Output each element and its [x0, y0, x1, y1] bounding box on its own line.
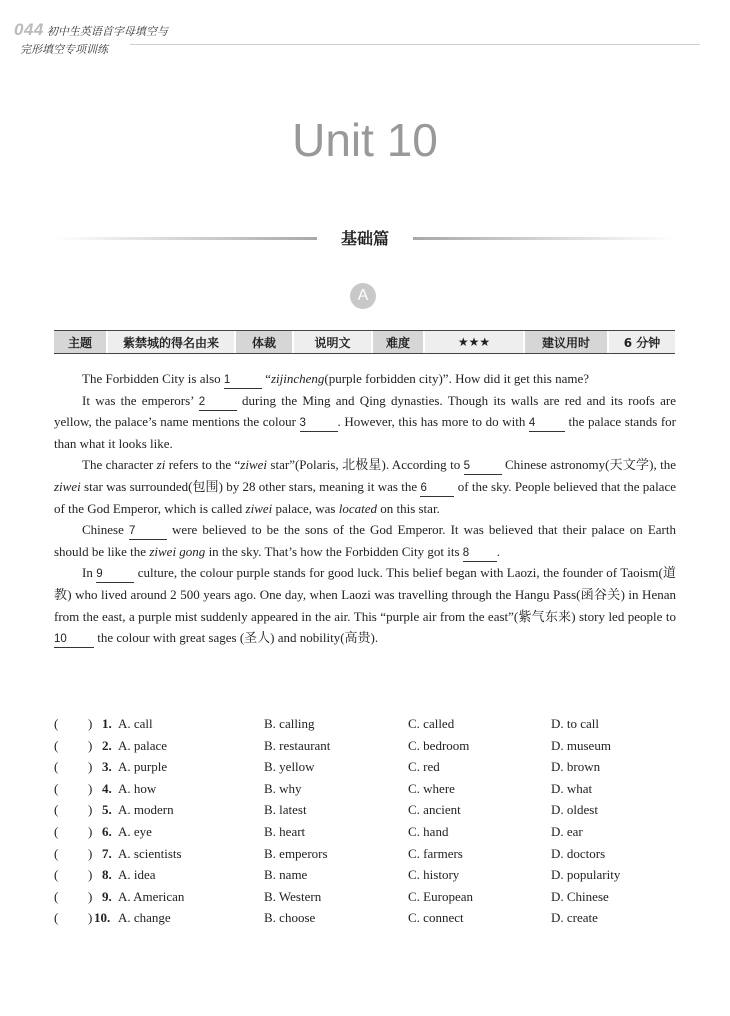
- text: In: [82, 565, 97, 581]
- question-number: 7.: [102, 845, 112, 861]
- italic-text: zi: [156, 457, 166, 473]
- italic-text: ziwei: [245, 500, 273, 516]
- option-a[interactable]: A. change: [118, 910, 171, 926]
- unit-title: Unit 10: [292, 114, 438, 166]
- answer-bracket-close: ): [88, 802, 93, 818]
- blank-6[interactable]: 6: [420, 481, 454, 497]
- reading-passage: [54, 368, 676, 649]
- option-a[interactable]: A. palace: [118, 737, 168, 753]
- section-heading: [55, 226, 675, 250]
- option-b[interactable]: B. restaurant: [264, 737, 331, 753]
- text: refers to the “: [165, 457, 241, 473]
- option-b[interactable]: B. name: [264, 867, 308, 883]
- option-row: [54, 864, 694, 886]
- text: . However, this has more to do with: [337, 414, 529, 430]
- answer-bracket-close: ): [88, 737, 93, 753]
- option-d[interactable]: D. Chinese: [551, 888, 609, 904]
- option-d[interactable]: D. what: [551, 780, 593, 796]
- question-number: 1.: [102, 716, 112, 731]
- option-a[interactable]: A. eye: [118, 823, 152, 839]
- answer-bracket-open[interactable]: (: [54, 716, 59, 731]
- option-d[interactable]: D. brown: [551, 759, 601, 775]
- text: in the sky. That’s how the Forbidden City got its: [205, 543, 463, 559]
- italic-text: ziwei: [240, 457, 268, 473]
- italic-text: located: [338, 500, 377, 516]
- answer-bracket-open[interactable]: (: [54, 845, 59, 861]
- answer-bracket-open[interactable]: (: [54, 759, 59, 775]
- text: It was the emperors’: [82, 392, 199, 408]
- question-number: 3.: [102, 759, 112, 775]
- option-a[interactable]: A. call: [118, 716, 153, 731]
- option-c[interactable]: C. hand: [408, 823, 449, 839]
- option-c[interactable]: C. ancient: [408, 802, 461, 818]
- option-row: [54, 778, 694, 800]
- blank-3[interactable]: 3: [300, 416, 338, 432]
- answer-bracket-open[interactable]: (: [54, 910, 59, 926]
- option-row: [54, 735, 694, 757]
- time-label: 建议用时: [523, 331, 607, 353]
- option-c[interactable]: C. history: [408, 867, 460, 883]
- book-title-line1: 初中生英语首字母填空与: [46, 26, 168, 38]
- blank-9[interactable]: 9: [96, 567, 134, 583]
- option-b[interactable]: B. heart: [264, 823, 306, 839]
- italic-text: zijincheng: [270, 371, 325, 386]
- question-number: 4.: [102, 780, 112, 796]
- paragraph-3: [54, 454, 676, 519]
- answer-bracket-close: ): [88, 823, 93, 839]
- blank-8[interactable]: 8: [463, 546, 497, 562]
- topic-value: 紫禁城的得名由来: [106, 331, 234, 353]
- option-d[interactable]: D. museum: [551, 737, 611, 753]
- answer-bracket-close: ): [88, 716, 93, 731]
- answer-bracket-open[interactable]: (: [54, 823, 59, 839]
- italic-text: ziwei: [54, 478, 81, 494]
- question-number: 9.: [102, 888, 112, 904]
- answer-bracket-open[interactable]: (: [54, 780, 59, 796]
- answer-bracket-open[interactable]: (: [54, 737, 59, 753]
- text: The character: [82, 457, 157, 473]
- blank-2[interactable]: 2: [199, 395, 237, 411]
- text: star was surrounded(包围) by 28 other stars, meaning it was the: [80, 478, 421, 494]
- option-row: [54, 843, 694, 865]
- option-b[interactable]: B. Western: [264, 888, 322, 904]
- time-value: 6 分钟: [607, 331, 675, 353]
- text: (purple forbidden city)”. How did it get this name?: [324, 371, 590, 386]
- option-row: [54, 907, 694, 929]
- option-d[interactable]: D. to call: [551, 716, 600, 731]
- answer-bracket-open[interactable]: (: [54, 888, 59, 904]
- question-number: 5.: [102, 802, 112, 818]
- text: Chinese astronomy(天文学), the: [501, 457, 676, 473]
- option-c[interactable]: C. connect: [408, 910, 464, 926]
- option-c[interactable]: C. farmers: [408, 845, 463, 861]
- text: .: [496, 543, 501, 559]
- option-a[interactable]: A. scientists: [118, 845, 182, 861]
- option-c[interactable]: C. bedroom: [408, 737, 470, 753]
- text: Chinese: [82, 522, 129, 538]
- text: palace, was: [272, 500, 339, 516]
- blank-1[interactable]: 1: [224, 373, 262, 389]
- option-b[interactable]: B. choose: [264, 910, 316, 926]
- option-d[interactable]: D. popularity: [551, 867, 621, 883]
- info-bar: [54, 330, 675, 354]
- question-number: 2.: [102, 737, 112, 753]
- blank-10[interactable]: 10: [54, 632, 94, 648]
- text: on this star.: [376, 500, 440, 516]
- option-d[interactable]: D. oldest: [551, 802, 598, 818]
- paragraph-4: [54, 519, 676, 562]
- genre-value: 说明文: [292, 331, 371, 353]
- answer-bracket-close: ): [88, 780, 93, 796]
- option-c[interactable]: C. European: [408, 888, 473, 904]
- option-d[interactable]: D. doctors: [551, 845, 606, 861]
- header-divider: [130, 44, 700, 45]
- answer-bracket-close: ): [88, 759, 93, 775]
- text: the colour with great sages (圣人) and nobility(高贵).: [94, 630, 379, 646]
- answer-options: [54, 713, 694, 929]
- answer-bracket-close: ): [88, 867, 93, 883]
- option-b[interactable]: B. calling: [264, 716, 315, 731]
- option-b[interactable]: B. latest: [264, 802, 307, 818]
- topic-label: 主题: [54, 331, 106, 353]
- italic-text: ziwei gong: [149, 543, 206, 559]
- text: of the sky. People believed that the palace of the God Emperor, which is called: [54, 478, 676, 516]
- difficulty-stars: ★★★: [423, 331, 523, 353]
- part-label-badge: A: [350, 283, 376, 309]
- blank-7[interactable]: 7: [129, 524, 167, 540]
- blank-4[interactable]: 4: [529, 416, 565, 432]
- section-title: 基础篇: [340, 229, 389, 248]
- text: were believed to be the sons of the God Emperor. It was believed that their palace on Earth should be like the: [54, 522, 676, 559]
- paragraph-2: [54, 390, 676, 455]
- option-a[interactable]: A. purple: [118, 759, 168, 775]
- text: The Forbidden City is also: [82, 371, 224, 386]
- blank-5[interactable]: 5: [464, 459, 502, 475]
- option-row: [54, 713, 694, 735]
- option-a[interactable]: A. modern: [118, 802, 174, 818]
- genre-label: 体裁: [234, 331, 292, 353]
- option-a[interactable]: A. how: [118, 780, 157, 796]
- option-a[interactable]: A. idea: [118, 867, 156, 883]
- option-row: [54, 821, 694, 843]
- option-d[interactable]: D. create: [551, 910, 598, 926]
- text: culture, the colour purple stands for good luck. This belief began with Laozi, the founder of Taoism(道教) who lived around 2 500 years ago. One day, when Laozi was travelling through the Hangu Pass(函谷关) in Henan from the east, a purple mist suddenly appeared in the air. This “purple air from the east”(紫气东来) story led people to: [54, 565, 676, 624]
- answer-bracket-close: ): [88, 888, 93, 904]
- question-number: 10.: [94, 910, 111, 926]
- option-row: [54, 799, 694, 821]
- text: star”(Polaris, 北极星). According to: [267, 457, 464, 473]
- page-number: 044: [14, 20, 44, 39]
- answer-bracket-open[interactable]: (: [54, 802, 59, 818]
- option-b[interactable]: B. yellow: [264, 759, 315, 775]
- text: the palace stands for than what it looks like.: [54, 414, 676, 451]
- answer-bracket-open[interactable]: (: [54, 867, 59, 883]
- option-c[interactable]: C. where: [408, 780, 455, 796]
- option-c[interactable]: C. red: [408, 759, 440, 775]
- paragraph-5: [54, 562, 676, 648]
- option-d[interactable]: D. ear: [551, 823, 583, 839]
- answer-bracket-close: ): [88, 910, 93, 926]
- option-b[interactable]: B. why: [264, 780, 302, 796]
- book-title-line2: 完形填空专项训练: [20, 44, 108, 56]
- page-header: [14, 20, 168, 56]
- question-number: 6.: [102, 823, 112, 839]
- option-row: [54, 756, 694, 778]
- option-row: [54, 886, 694, 908]
- option-b[interactable]: B. emperors: [264, 845, 328, 861]
- option-c[interactable]: C. called: [408, 716, 455, 731]
- difficulty-label: 难度: [371, 331, 423, 353]
- paragraph-1: [54, 368, 676, 390]
- option-a[interactable]: A. American: [118, 888, 185, 904]
- answer-bracket-close: ): [88, 845, 93, 861]
- question-number: 8.: [102, 867, 112, 883]
- text: during the Ming and Qing dynasties. Though its walls are red and its roofs are yellow, the palace’s name mentions the colour: [54, 392, 676, 430]
- text: “: [261, 371, 271, 386]
